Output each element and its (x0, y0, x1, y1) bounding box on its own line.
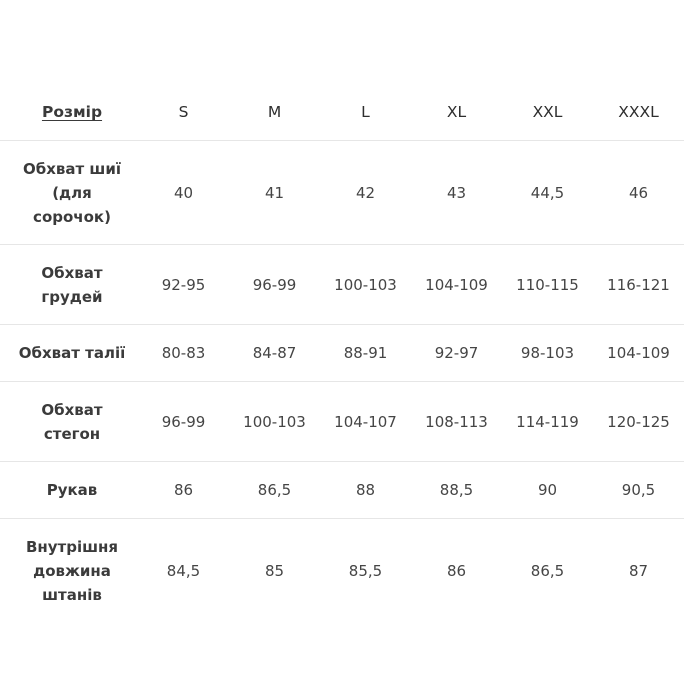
table-row-neck (0, 141, 684, 245)
row-label-chest: Обхват грудей (41, 263, 103, 306)
table-row-hips (0, 382, 684, 462)
table-row-sleeve (0, 462, 684, 519)
table-cell: 80-83 (161, 344, 206, 362)
size-column-header-xl: XL (446, 103, 467, 121)
table-cell: 92-97 (434, 344, 479, 362)
table-cell: 104-109 (607, 344, 670, 362)
table-cell: 87 (628, 562, 649, 580)
table-cell: 42 (355, 183, 376, 202)
table-row-inseam (0, 519, 684, 624)
table-cell: 96-99 (252, 275, 297, 294)
row-label-waist: Обхват талії (18, 344, 126, 362)
table-cell: 84-87 (252, 344, 297, 362)
table-cell: 86,5 (530, 562, 565, 580)
table-cell: 44,5 (530, 183, 565, 202)
table-cell: 85,5 (348, 562, 383, 580)
table-row-waist (0, 325, 684, 382)
header-row (0, 84, 684, 141)
table-cell: 41 (264, 183, 285, 202)
row-label-inseam: Внутрішня довжина штанів (25, 538, 119, 604)
size-column-header-l: L (361, 103, 370, 121)
row-label-hips: Обхват стегон (41, 400, 103, 443)
table-cell: 104-109 (425, 275, 488, 294)
table-cell: 43 (446, 183, 467, 202)
table-cell: 108-113 (425, 412, 488, 431)
table-cell: 104-107 (334, 412, 397, 431)
size-column-header-xxxl: XXXL (618, 103, 659, 121)
row-label-neck: Обхват шиї (для сорочок) (22, 159, 121, 226)
table-cell: 90,5 (621, 481, 656, 499)
table-cell: 96-99 (161, 412, 206, 431)
table-cell: 90 (537, 481, 558, 499)
table-cell: 116-121 (607, 275, 670, 294)
table-cell: 120-125 (607, 412, 670, 431)
table-cell: 98-103 (520, 344, 575, 362)
size-column-header-m: M (267, 103, 282, 121)
table-cell: 86 (173, 481, 194, 499)
table-cell: 85 (264, 562, 285, 580)
size-chart-table (0, 84, 684, 623)
table-cell: 40 (173, 183, 194, 202)
row-label-sleeve: Рукав (46, 481, 98, 499)
table-cell: 88,5 (439, 481, 474, 499)
table-row-chest (0, 245, 684, 325)
table-cell: 84,5 (166, 562, 201, 580)
table-cell: 92-95 (161, 275, 206, 294)
table-cell: 100-103 (334, 275, 397, 294)
table-cell: 110-115 (516, 275, 579, 294)
table-cell: 88 (355, 481, 376, 499)
table-cell: 46 (628, 183, 649, 202)
table-cell: 100-103 (243, 412, 306, 431)
size-header-label: Розмір (41, 103, 103, 121)
size-column-header-s: S (178, 103, 189, 121)
size-column-header-xxl: XXL (532, 103, 563, 121)
table-cell: 86 (446, 562, 467, 580)
table-cell: 86,5 (257, 481, 292, 499)
table-cell: 88-91 (343, 344, 388, 362)
table-cell: 114-119 (516, 412, 579, 431)
